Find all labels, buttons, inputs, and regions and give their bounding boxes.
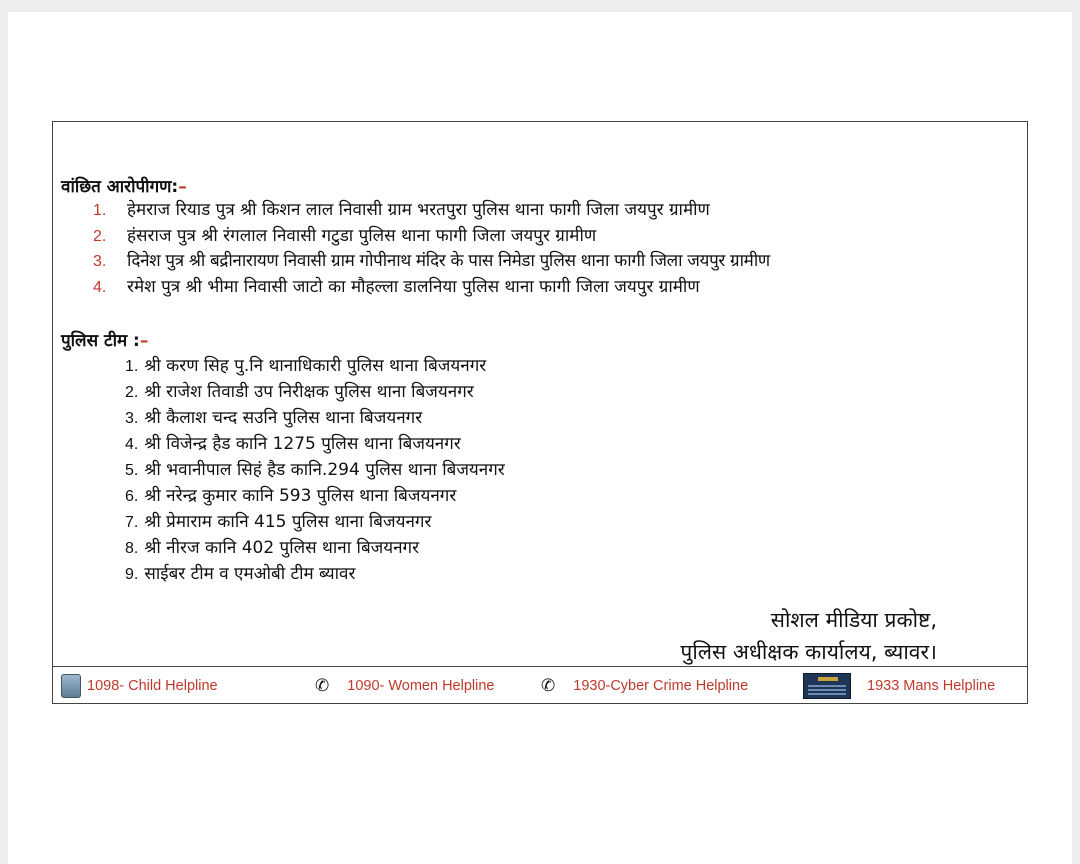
accused-list	[93, 198, 770, 300]
item-number: 7.	[125, 514, 139, 531]
item-text: हंसराज पुत्र श्री रंगलाल निवासी गटुडा पुलिस थाना फागी जिला जयपुर ग्रामीण	[127, 225, 597, 246]
item-number: 2.	[125, 384, 139, 401]
mans-helpline	[803, 673, 995, 699]
press-note-box	[52, 121, 1028, 704]
accused-heading-text: वांछित आरोपीगण:	[61, 177, 179, 197]
list-item	[125, 353, 505, 379]
helpline-label: 1933 Mans Helpline	[867, 678, 996, 694]
item-text: श्री भवानीपाल सिहं हैड कानि.294 पुलिस थाना बिजयनगर	[144, 460, 505, 480]
helpline-label: 1098- Child Helpline	[87, 678, 218, 694]
list-item	[125, 405, 505, 431]
police-team-heading-text: पुलिस टीम :	[61, 331, 140, 351]
helpline-label: 1930-Cyber Crime Helpline	[573, 678, 749, 694]
list-item	[125, 379, 505, 405]
police-team-heading	[61, 328, 148, 351]
women-helpline	[315, 673, 494, 699]
phone-icon: ✆	[541, 676, 556, 695]
accused-heading	[61, 174, 187, 197]
list-item	[125, 483, 505, 509]
item-text: श्री प्रेमाराम कानि 415 पुलिस थाना बिजयनगर	[144, 512, 432, 532]
signature-line-1: सोशल मीडिया प्रकोष्ट,	[770, 608, 937, 632]
item-text: श्री नरेन्द्र कुमार कानि 593 पुलिस थाना बिजयनगर	[144, 486, 457, 506]
item-number: 5.	[125, 462, 139, 479]
list-item	[93, 249, 770, 275]
item-number: 6.	[125, 488, 139, 505]
item-text: श्री करण सिह पु.नि थानाधिकारी पुलिस थाना बिजयनगर	[144, 356, 487, 376]
list-item	[93, 198, 770, 224]
item-text: हेमराज रियाड पुत्र श्री किशन लाल निवासी ग्राम भरतपुरा पुलिस थाना फागी जिला जयपुर ग्रामीण	[127, 200, 710, 220]
child-helpline-icon	[61, 674, 81, 698]
mans-helpline-logo	[803, 673, 851, 699]
item-text: श्री राजेश तिवाडी उप निरीक्षक पुलिस थाना बिजयनगर	[144, 382, 474, 402]
heading-dash: –	[139, 331, 149, 351]
cyber-crime-helpline	[541, 673, 748, 699]
list-item	[125, 509, 505, 535]
heading-dash: –	[178, 177, 187, 197]
item-text: दिनेश पुत्र श्री बद्रीनारायण निवासी ग्राम गोपीनाथ मंदिर के पास निमेडा पुलिस थाना फागी जिला जयपुर ग्रामीण	[127, 251, 770, 271]
list-item	[93, 224, 770, 250]
item-number: 3.	[93, 253, 107, 270]
item-number: 8.	[125, 540, 139, 557]
item-number: 4.	[125, 436, 139, 453]
item-number: 3.	[125, 410, 139, 427]
item-text: श्री नीरज कानि 402 पुलिस थाना बिजयनगर	[144, 538, 420, 558]
item-text: श्री कैलाश चन्द सउनि पुलिस थाना बिजयनगर	[144, 408, 423, 428]
child-helpline	[61, 673, 218, 699]
police-team-list	[125, 353, 505, 587]
item-text: श्री विजेन्द्र हैड कानि 1275 पुलिस थाना बिजयनगर	[144, 434, 461, 454]
item-number: 2.	[93, 227, 107, 245]
item-number: 1.	[125, 358, 139, 375]
item-number: 4.	[93, 278, 107, 296]
item-text: रमेश पुत्र श्री भीमा निवासी जाटो का मौहल्ला डालनिया पुलिस थाना फागी जिला जयपुर ग्रामीण	[127, 276, 700, 297]
item-number: 9.	[125, 566, 139, 583]
phone-icon: ✆	[315, 676, 330, 695]
list-item	[125, 457, 505, 483]
item-text: साईबर टीम व एमओबी टीम ब्यावर	[144, 564, 356, 584]
signature-line-2: पुलिस अधीक्षक कार्यालय, ब्यावर।	[680, 640, 937, 664]
list-item	[93, 275, 770, 301]
helpline-label: 1090- Women Helpline	[347, 678, 495, 694]
list-item	[125, 561, 505, 587]
list-item	[125, 431, 505, 457]
item-number: 1.	[93, 202, 107, 219]
list-item	[125, 535, 505, 561]
helpline-footer	[53, 666, 1027, 704]
